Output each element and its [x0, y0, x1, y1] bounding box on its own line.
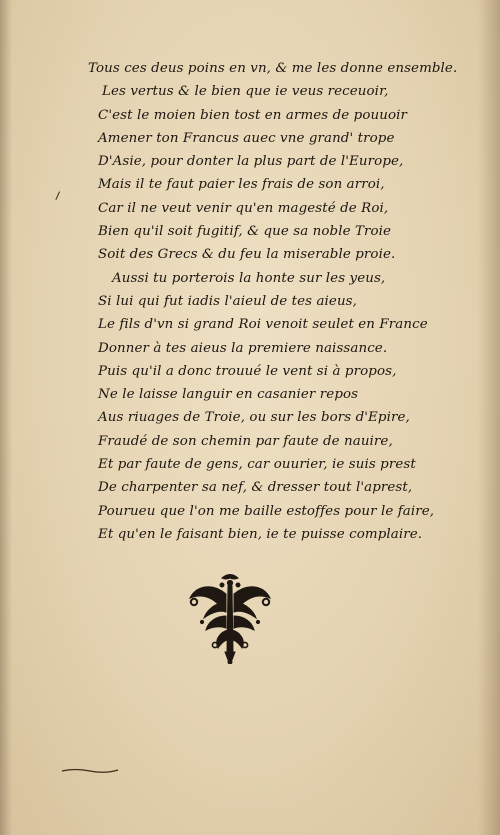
verse-line: D'Asie, pour donter la plus part de l'Europe,: [98, 154, 404, 170]
verse-line: Le fils d'vn si grand Roi venoit seulet en France: [98, 317, 428, 333]
verse-line: De charpenter sa nef, & dresser tout l'aprest,: [98, 480, 413, 496]
verse-line: Et par faute de gens, car ouurier, ie suis prest: [98, 457, 416, 473]
fleuron-ornament-icon: [182, 572, 278, 664]
verse-line: Pourueu que l'on me baille estoffes pour le faire,: [98, 503, 435, 519]
verse-line: Mais il te faut paier les frais de son arroi,: [98, 177, 385, 193]
verse-line: Donner à tes aieus la premiere naissance.: [98, 340, 388, 356]
verse-line: Et qu'en le faisant bien, ie te puisse complaire.: [98, 526, 423, 542]
verse-line: Soit des Grecs & du feu la miserable proie.: [98, 247, 396, 263]
verse-line: Si lui qui fut iadis l'aieul de tes aieus,: [98, 293, 358, 309]
margin-mark: [55, 191, 63, 201]
poem-text: [88, 57, 468, 546]
verse-line: Les vertus & le bien que ie veus receuoir,: [102, 84, 389, 100]
gutter-shadow: [0, 0, 12, 835]
verse-line: Aussi tu porterois la honte sur les yeus,: [112, 270, 386, 286]
verse-line: Car il ne veut venir qu'en magesté de Roi,: [98, 200, 389, 216]
verse-line: C'est le moien bien tost en armes de pouuoir: [98, 107, 408, 123]
ink-stroke-mark: [60, 765, 120, 775]
verse-line: Tous ces deus poins en vn, & me les donne ensemble.: [88, 61, 458, 76]
verse-line: Bien qu'il soit fugitif, & que sa noble Troie: [98, 224, 392, 240]
verse-line: Puis qu'il a donc trouué le vent si à propos,: [98, 363, 397, 379]
verse-line: Aus riuages de Troie, ou sur les bors d'Epire,: [98, 410, 410, 426]
verse-line: Amener ton Francus auec vne grand' trope: [98, 130, 395, 146]
verse-line: Fraudé de son chemin par faute de nauire,: [98, 433, 393, 449]
verse-line: Ne le laisse languir en casanier repos: [98, 387, 359, 403]
page-edge-shadow: [478, 0, 500, 835]
